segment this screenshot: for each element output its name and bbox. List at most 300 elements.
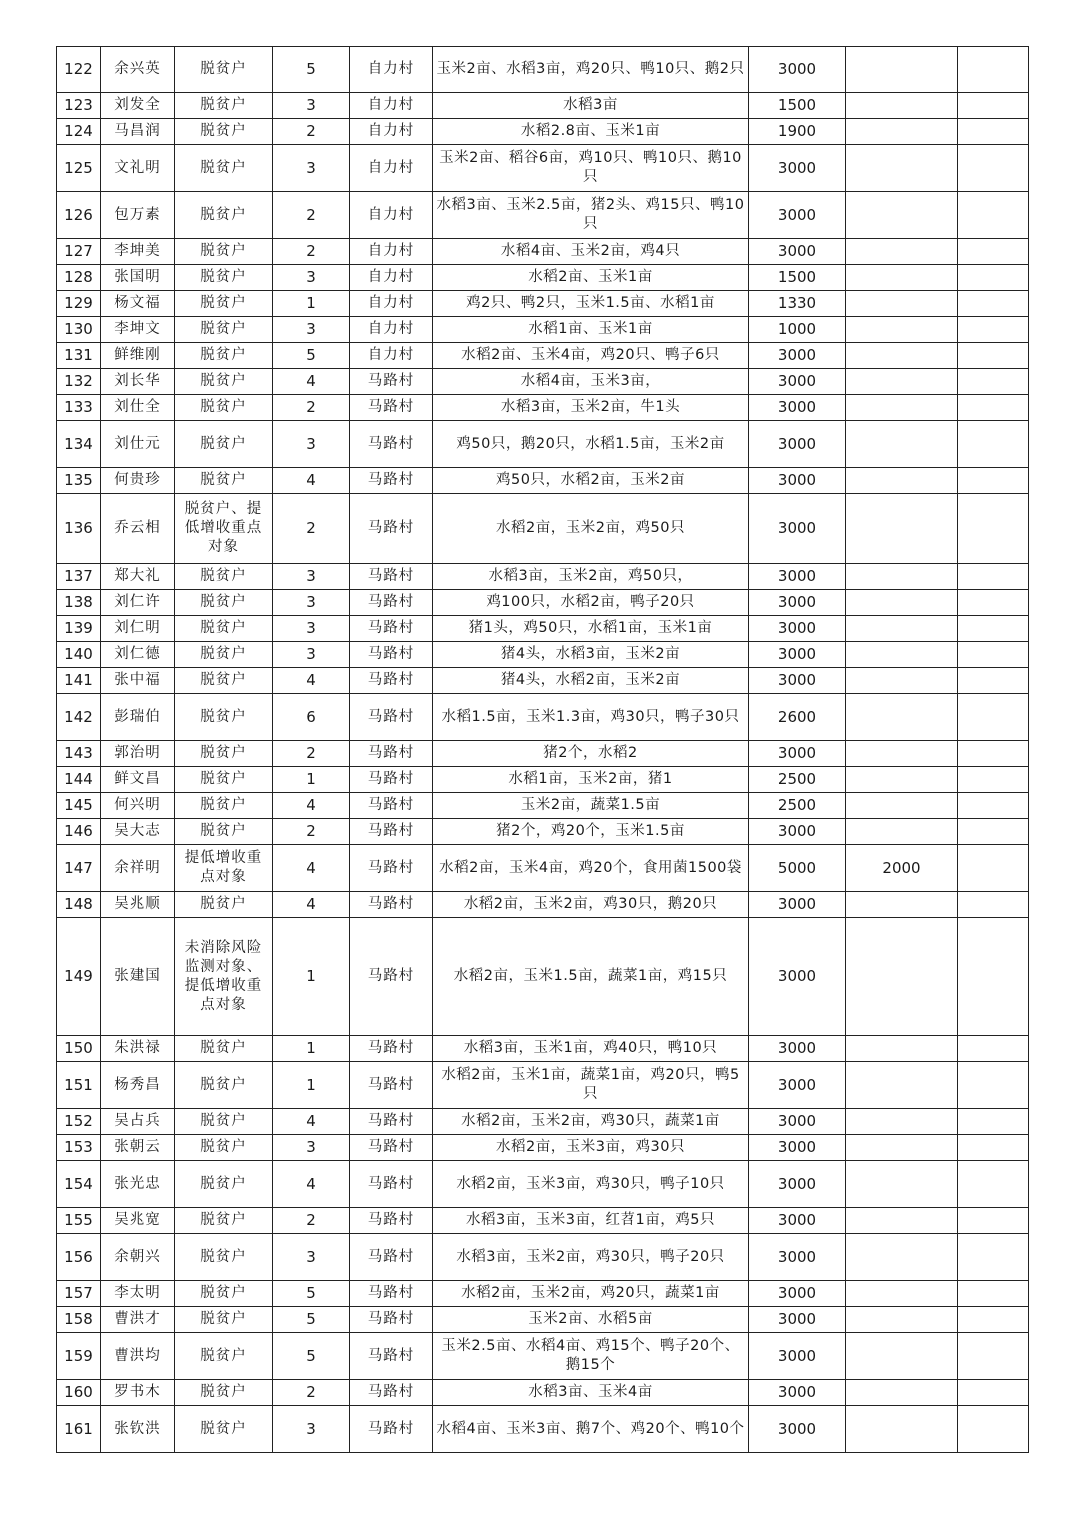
- row-number: 137: [57, 564, 101, 590]
- household-size: 5: [273, 1333, 350, 1380]
- household-type: 脱贫户: [175, 239, 273, 265]
- village-name: 马路村: [350, 1406, 433, 1453]
- industry-description: 水稻2亩，玉米2亩，鸡50只: [433, 494, 749, 564]
- industry-description: 水稻2亩、玉米1亩: [433, 265, 749, 291]
- row-number: 148: [57, 892, 101, 918]
- industry-description: 玉米2亩，蔬菜1.5亩: [433, 793, 749, 819]
- industry-description: 水稻2亩，玉米2亩，鸡30只，蔬菜1亩: [433, 1109, 749, 1135]
- industry-description: 水稻2.8亩、玉米1亩: [433, 119, 749, 145]
- household-name: 吴兆顺: [101, 892, 175, 918]
- industry-description: 水稻2亩，玉米1.5亩，蔬菜1亩，鸡15只: [433, 918, 749, 1036]
- row-number: 124: [57, 119, 101, 145]
- household-name: 刘仕全: [101, 395, 175, 421]
- household-table: [56, 46, 1029, 1453]
- household-type: 脱贫户: [175, 590, 273, 616]
- extra-amount: [846, 343, 958, 369]
- remark-cell: [958, 767, 1029, 793]
- household-type: 脱贫户: [175, 793, 273, 819]
- extra-amount: [846, 741, 958, 767]
- extra-amount: [846, 1161, 958, 1208]
- industry-description: 鸡50只，鹅20只，水稻1.5亩，玉米2亩: [433, 421, 749, 468]
- table-row: [57, 564, 1029, 590]
- industry-description: 水稻1.5亩，玉米1.3亩，鸡30只，鸭子30只: [433, 694, 749, 741]
- household-name: 张钦洪: [101, 1406, 175, 1453]
- remark-cell: [958, 845, 1029, 892]
- row-number: 160: [57, 1380, 101, 1406]
- household-type: 脱贫户: [175, 564, 273, 590]
- household-type: 未消除风险监测对象、提低增收重点对象: [175, 918, 273, 1036]
- subsidy-amount: 1500: [749, 265, 846, 291]
- subsidy-amount: 3000: [749, 590, 846, 616]
- industry-description: 水稻4亩，玉米3亩，: [433, 369, 749, 395]
- remark-cell: [958, 468, 1029, 494]
- remark-cell: [958, 145, 1029, 192]
- extra-amount: [846, 1406, 958, 1453]
- village-name: 马路村: [350, 1036, 433, 1062]
- village-name: 马路村: [350, 845, 433, 892]
- household-name: 李坤美: [101, 239, 175, 265]
- household-name: 鲜文昌: [101, 767, 175, 793]
- subsidy-amount: 3000: [749, 1109, 846, 1135]
- subsidy-amount: 3000: [749, 494, 846, 564]
- industry-description: 水稻3亩，玉米2亩，牛1头: [433, 395, 749, 421]
- row-number: 129: [57, 291, 101, 317]
- household-size: 3: [273, 590, 350, 616]
- household-size: 3: [273, 317, 350, 343]
- remark-cell: [958, 642, 1029, 668]
- remark-cell: [958, 395, 1029, 421]
- remark-cell: [958, 1307, 1029, 1333]
- subsidy-amount: 3000: [749, 239, 846, 265]
- village-name: 马路村: [350, 1109, 433, 1135]
- household-name: 余兴英: [101, 47, 175, 93]
- row-number: 122: [57, 47, 101, 93]
- village-name: 自力村: [350, 343, 433, 369]
- household-type: 脱贫户: [175, 291, 273, 317]
- village-name: 马路村: [350, 590, 433, 616]
- remark-cell: [958, 192, 1029, 239]
- extra-amount: 2000: [846, 845, 958, 892]
- extra-amount: [846, 192, 958, 239]
- subsidy-amount: 3000: [749, 1208, 846, 1234]
- remark-cell: [958, 119, 1029, 145]
- row-number: 135: [57, 468, 101, 494]
- household-type: 脱贫户: [175, 265, 273, 291]
- subsidy-amount: 3000: [749, 668, 846, 694]
- remark-cell: [958, 265, 1029, 291]
- household-size: 1: [273, 1036, 350, 1062]
- industry-description: 水稻3亩、玉米2.5亩，猪2头、鸡15只、鸭10只: [433, 192, 749, 239]
- industry-description: 水稻2亩，玉米1亩，蔬菜1亩，鸡20只，鸭5只: [433, 1062, 749, 1109]
- household-name: 刘长华: [101, 369, 175, 395]
- remark-cell: [958, 1135, 1029, 1161]
- row-number: 147: [57, 845, 101, 892]
- table-row: [57, 119, 1029, 145]
- table-row: [57, 819, 1029, 845]
- household-size: 2: [273, 494, 350, 564]
- row-number: 127: [57, 239, 101, 265]
- table-row: [57, 47, 1029, 93]
- table-row: [57, 93, 1029, 119]
- table-row: [57, 291, 1029, 317]
- village-name: 马路村: [350, 564, 433, 590]
- village-name: 马路村: [350, 395, 433, 421]
- industry-description: 猪4头，水稻3亩，玉米2亩: [433, 642, 749, 668]
- row-number: 156: [57, 1234, 101, 1281]
- household-type: 脱贫户: [175, 767, 273, 793]
- extra-amount: [846, 1380, 958, 1406]
- extra-amount: [846, 590, 958, 616]
- household-size: 1: [273, 918, 350, 1036]
- industry-description: 水稻4亩、玉米3亩、鹅7个、鸡20个、鸭10个: [433, 1406, 749, 1453]
- subsidy-amount: 3000: [749, 918, 846, 1036]
- industry-description: 水稻3亩、玉米4亩: [433, 1380, 749, 1406]
- table-row: [57, 1406, 1029, 1453]
- extra-amount: [846, 369, 958, 395]
- table-body: [57, 47, 1029, 1453]
- household-name: 张光忠: [101, 1161, 175, 1208]
- table-row: [57, 1307, 1029, 1333]
- extra-amount: [846, 1062, 958, 1109]
- household-size: 3: [273, 421, 350, 468]
- village-name: 马路村: [350, 918, 433, 1036]
- remark-cell: [958, 918, 1029, 1036]
- extra-amount: [846, 468, 958, 494]
- row-number: 132: [57, 369, 101, 395]
- subsidy-amount: 2600: [749, 694, 846, 741]
- household-type: 脱贫户: [175, 369, 273, 395]
- table-row: [57, 793, 1029, 819]
- subsidy-amount: 3000: [749, 395, 846, 421]
- remark-cell: [958, 343, 1029, 369]
- household-size: 2: [273, 1380, 350, 1406]
- household-type: 脱贫户: [175, 668, 273, 694]
- household-name: 杨文福: [101, 291, 175, 317]
- remark-cell: [958, 741, 1029, 767]
- remark-cell: [958, 494, 1029, 564]
- village-name: 马路村: [350, 1307, 433, 1333]
- table-row: [57, 317, 1029, 343]
- extra-amount: [846, 145, 958, 192]
- subsidy-amount: 3000: [749, 616, 846, 642]
- extra-amount: [846, 564, 958, 590]
- household-name: 吴兆宽: [101, 1208, 175, 1234]
- row-number: 128: [57, 265, 101, 291]
- household-size: 3: [273, 1234, 350, 1281]
- household-type: 脱贫户: [175, 1109, 273, 1135]
- household-type: 脱贫户: [175, 145, 273, 192]
- subsidy-amount: 5000: [749, 845, 846, 892]
- household-name: 郭治明: [101, 741, 175, 767]
- household-size: 4: [273, 1161, 350, 1208]
- extra-amount: [846, 1135, 958, 1161]
- table-row: [57, 918, 1029, 1036]
- table-row: [57, 1135, 1029, 1161]
- village-name: 马路村: [350, 694, 433, 741]
- industry-description: 水稻2亩，玉米3亩，鸡30只，鸭子10只: [433, 1161, 749, 1208]
- row-number: 144: [57, 767, 101, 793]
- extra-amount: [846, 1036, 958, 1062]
- remark-cell: [958, 1208, 1029, 1234]
- table-row: [57, 1234, 1029, 1281]
- subsidy-amount: 3000: [749, 1307, 846, 1333]
- household-name: 包万素: [101, 192, 175, 239]
- row-number: 152: [57, 1109, 101, 1135]
- subsidy-amount: 1330: [749, 291, 846, 317]
- industry-description: 鸡50只，水稻2亩，玉米2亩: [433, 468, 749, 494]
- household-type: 脱贫户: [175, 47, 273, 93]
- village-name: 马路村: [350, 1234, 433, 1281]
- household-size: 2: [273, 192, 350, 239]
- extra-amount: [846, 668, 958, 694]
- household-size: 3: [273, 145, 350, 192]
- extra-amount: [846, 1333, 958, 1380]
- village-name: 马路村: [350, 741, 433, 767]
- industry-description: 水稻2亩，玉米4亩，鸡20个，食用菌1500袋: [433, 845, 749, 892]
- subsidy-amount: 1000: [749, 317, 846, 343]
- row-number: 138: [57, 590, 101, 616]
- table-row: [57, 369, 1029, 395]
- household-type: 脱贫户: [175, 395, 273, 421]
- remark-cell: [958, 1380, 1029, 1406]
- industry-description: 水稻1亩、玉米1亩: [433, 317, 749, 343]
- village-name: 马路村: [350, 616, 433, 642]
- household-type: 脱贫户、提低增收重点对象: [175, 494, 273, 564]
- extra-amount: [846, 1307, 958, 1333]
- subsidy-amount: 3000: [749, 369, 846, 395]
- household-type: 脱贫户: [175, 892, 273, 918]
- extra-amount: [846, 421, 958, 468]
- subsidy-amount: 3000: [749, 1062, 846, 1109]
- industry-description: 水稻3亩，玉米3亩，红苕1亩，鸡5只: [433, 1208, 749, 1234]
- extra-amount: [846, 694, 958, 741]
- household-type: 脱贫户: [175, 93, 273, 119]
- household-size: 1: [273, 291, 350, 317]
- extra-amount: [846, 1109, 958, 1135]
- extra-amount: [846, 119, 958, 145]
- industry-description: 水稻2亩，玉米2亩，鸡30只，鹅20只: [433, 892, 749, 918]
- subsidy-amount: 3000: [749, 192, 846, 239]
- village-name: 马路村: [350, 1281, 433, 1307]
- table-row: [57, 642, 1029, 668]
- industry-description: 水稻1亩，玉米2亩，猪1: [433, 767, 749, 793]
- extra-amount: [846, 616, 958, 642]
- household-type: 脱贫户: [175, 468, 273, 494]
- household-size: 2: [273, 1208, 350, 1234]
- row-number: 141: [57, 668, 101, 694]
- household-name: 杨秀昌: [101, 1062, 175, 1109]
- household-size: 4: [273, 845, 350, 892]
- remark-cell: [958, 1333, 1029, 1380]
- subsidy-amount: 3000: [749, 1036, 846, 1062]
- household-size: 4: [273, 892, 350, 918]
- household-type: 提低增收重点对象: [175, 845, 273, 892]
- subsidy-amount: 3000: [749, 47, 846, 93]
- village-name: 自力村: [350, 47, 433, 93]
- village-name: 自力村: [350, 192, 433, 239]
- household-name: 马昌润: [101, 119, 175, 145]
- extra-amount: [846, 93, 958, 119]
- household-name: 张国明: [101, 265, 175, 291]
- table-row: [57, 1036, 1029, 1062]
- row-number: 145: [57, 793, 101, 819]
- household-name: 郑大礼: [101, 564, 175, 590]
- remark-cell: [958, 616, 1029, 642]
- remark-cell: [958, 317, 1029, 343]
- industry-description: 水稻3亩，玉米1亩，鸡40只，鸭10只: [433, 1036, 749, 1062]
- extra-amount: [846, 642, 958, 668]
- row-number: 150: [57, 1036, 101, 1062]
- village-name: 马路村: [350, 793, 433, 819]
- remark-cell: [958, 1406, 1029, 1453]
- industry-description: 水稻3亩: [433, 93, 749, 119]
- household-type: 脱贫户: [175, 343, 273, 369]
- table-row: [57, 421, 1029, 468]
- industry-description: 水稻2亩、玉米4亩，鸡20只、鸭子6只: [433, 343, 749, 369]
- table-row: [57, 343, 1029, 369]
- table-row: [57, 468, 1029, 494]
- table-row: [57, 1208, 1029, 1234]
- household-type: 脱贫户: [175, 1062, 273, 1109]
- extra-amount: [846, 1234, 958, 1281]
- remark-cell: [958, 1281, 1029, 1307]
- remark-cell: [958, 1062, 1029, 1109]
- remark-cell: [958, 668, 1029, 694]
- row-number: 161: [57, 1406, 101, 1453]
- household-type: 脱贫户: [175, 1281, 273, 1307]
- subsidy-amount: 3000: [749, 1406, 846, 1453]
- household-size: 2: [273, 741, 350, 767]
- row-number: 157: [57, 1281, 101, 1307]
- table-row: [57, 845, 1029, 892]
- household-size: 1: [273, 1062, 350, 1109]
- extra-amount: [846, 767, 958, 793]
- row-number: 136: [57, 494, 101, 564]
- subsidy-amount: 3000: [749, 1333, 846, 1380]
- village-name: 马路村: [350, 1333, 433, 1380]
- household-type: 脱贫户: [175, 616, 273, 642]
- household-type: 脱贫户: [175, 1161, 273, 1208]
- household-type: 脱贫户: [175, 694, 273, 741]
- household-size: 3: [273, 1406, 350, 1453]
- subsidy-amount: 3000: [749, 1161, 846, 1208]
- table-row: [57, 668, 1029, 694]
- remark-cell: [958, 819, 1029, 845]
- row-number: 154: [57, 1161, 101, 1208]
- household-name: 刘发全: [101, 93, 175, 119]
- table-row: [57, 395, 1029, 421]
- household-name: 张朝云: [101, 1135, 175, 1161]
- table-row: [57, 694, 1029, 741]
- extra-amount: [846, 1281, 958, 1307]
- household-name: 李坤文: [101, 317, 175, 343]
- remark-cell: [958, 694, 1029, 741]
- household-size: 4: [273, 793, 350, 819]
- industry-description: 猪4头，水稻2亩，玉米2亩: [433, 668, 749, 694]
- table-row: [57, 1380, 1029, 1406]
- row-number: 131: [57, 343, 101, 369]
- village-name: 马路村: [350, 642, 433, 668]
- household-name: 余朝兴: [101, 1234, 175, 1281]
- household-name: 吴大志: [101, 819, 175, 845]
- row-number: 151: [57, 1062, 101, 1109]
- table-row: [57, 494, 1029, 564]
- household-type: 脱贫户: [175, 1234, 273, 1281]
- remark-cell: [958, 564, 1029, 590]
- remark-cell: [958, 291, 1029, 317]
- row-number: 125: [57, 145, 101, 192]
- household-name: 文礼明: [101, 145, 175, 192]
- village-name: 自力村: [350, 239, 433, 265]
- household-type: 脱贫户: [175, 119, 273, 145]
- household-size: 4: [273, 668, 350, 694]
- household-size: 2: [273, 119, 350, 145]
- household-size: 3: [273, 1135, 350, 1161]
- table-row: [57, 741, 1029, 767]
- remark-cell: [958, 892, 1029, 918]
- row-number: 133: [57, 395, 101, 421]
- extra-amount: [846, 892, 958, 918]
- household-name: 余祥明: [101, 845, 175, 892]
- extra-amount: [846, 793, 958, 819]
- subsidy-amount: 3000: [749, 421, 846, 468]
- household-type: 脱贫户: [175, 741, 273, 767]
- household-size: 6: [273, 694, 350, 741]
- row-number: 139: [57, 616, 101, 642]
- household-type: 脱贫户: [175, 819, 273, 845]
- household-type: 脱贫户: [175, 192, 273, 239]
- row-number: 153: [57, 1135, 101, 1161]
- table-row: [57, 892, 1029, 918]
- extra-amount: [846, 291, 958, 317]
- remark-cell: [958, 47, 1029, 93]
- table-row: [57, 192, 1029, 239]
- industry-description: 玉米2亩、稻谷6亩，鸡10只、鸭10只、鹅10只: [433, 145, 749, 192]
- household-name: 鲜维刚: [101, 343, 175, 369]
- subsidy-amount: 1500: [749, 93, 846, 119]
- subsidy-amount: 2500: [749, 767, 846, 793]
- table-row: [57, 239, 1029, 265]
- extra-amount: [846, 317, 958, 343]
- remark-cell: [958, 590, 1029, 616]
- household-name: 李太明: [101, 1281, 175, 1307]
- row-number: 155: [57, 1208, 101, 1234]
- subsidy-amount: 1900: [749, 119, 846, 145]
- industry-description: 猪2个，鸡20个，玉米1.5亩: [433, 819, 749, 845]
- remark-cell: [958, 1234, 1029, 1281]
- household-name: 彭瑞伯: [101, 694, 175, 741]
- household-type: 脱贫户: [175, 1380, 273, 1406]
- subsidy-amount: 3000: [749, 1234, 846, 1281]
- table-row: [57, 265, 1029, 291]
- table-row: [57, 1281, 1029, 1307]
- village-name: 马路村: [350, 1062, 433, 1109]
- village-name: 马路村: [350, 819, 433, 845]
- row-number: 149: [57, 918, 101, 1036]
- industry-description: 玉米2亩、水稻3亩，鸡20只、鸭10只、鹅2只: [433, 47, 749, 93]
- household-name: 罗书木: [101, 1380, 175, 1406]
- industry-description: 玉米2.5亩、水稻4亩、鸡15个、鸭子20个、鹅15个: [433, 1333, 749, 1380]
- household-name: 何兴明: [101, 793, 175, 819]
- industry-description: 鸡2只、鸭2只，玉米1.5亩、水稻1亩: [433, 291, 749, 317]
- household-type: 脱贫户: [175, 1208, 273, 1234]
- village-name: 自力村: [350, 119, 433, 145]
- household-type: 脱贫户: [175, 1333, 273, 1380]
- village-name: 马路村: [350, 468, 433, 494]
- row-number: 142: [57, 694, 101, 741]
- remark-cell: [958, 793, 1029, 819]
- household-size: 3: [273, 265, 350, 291]
